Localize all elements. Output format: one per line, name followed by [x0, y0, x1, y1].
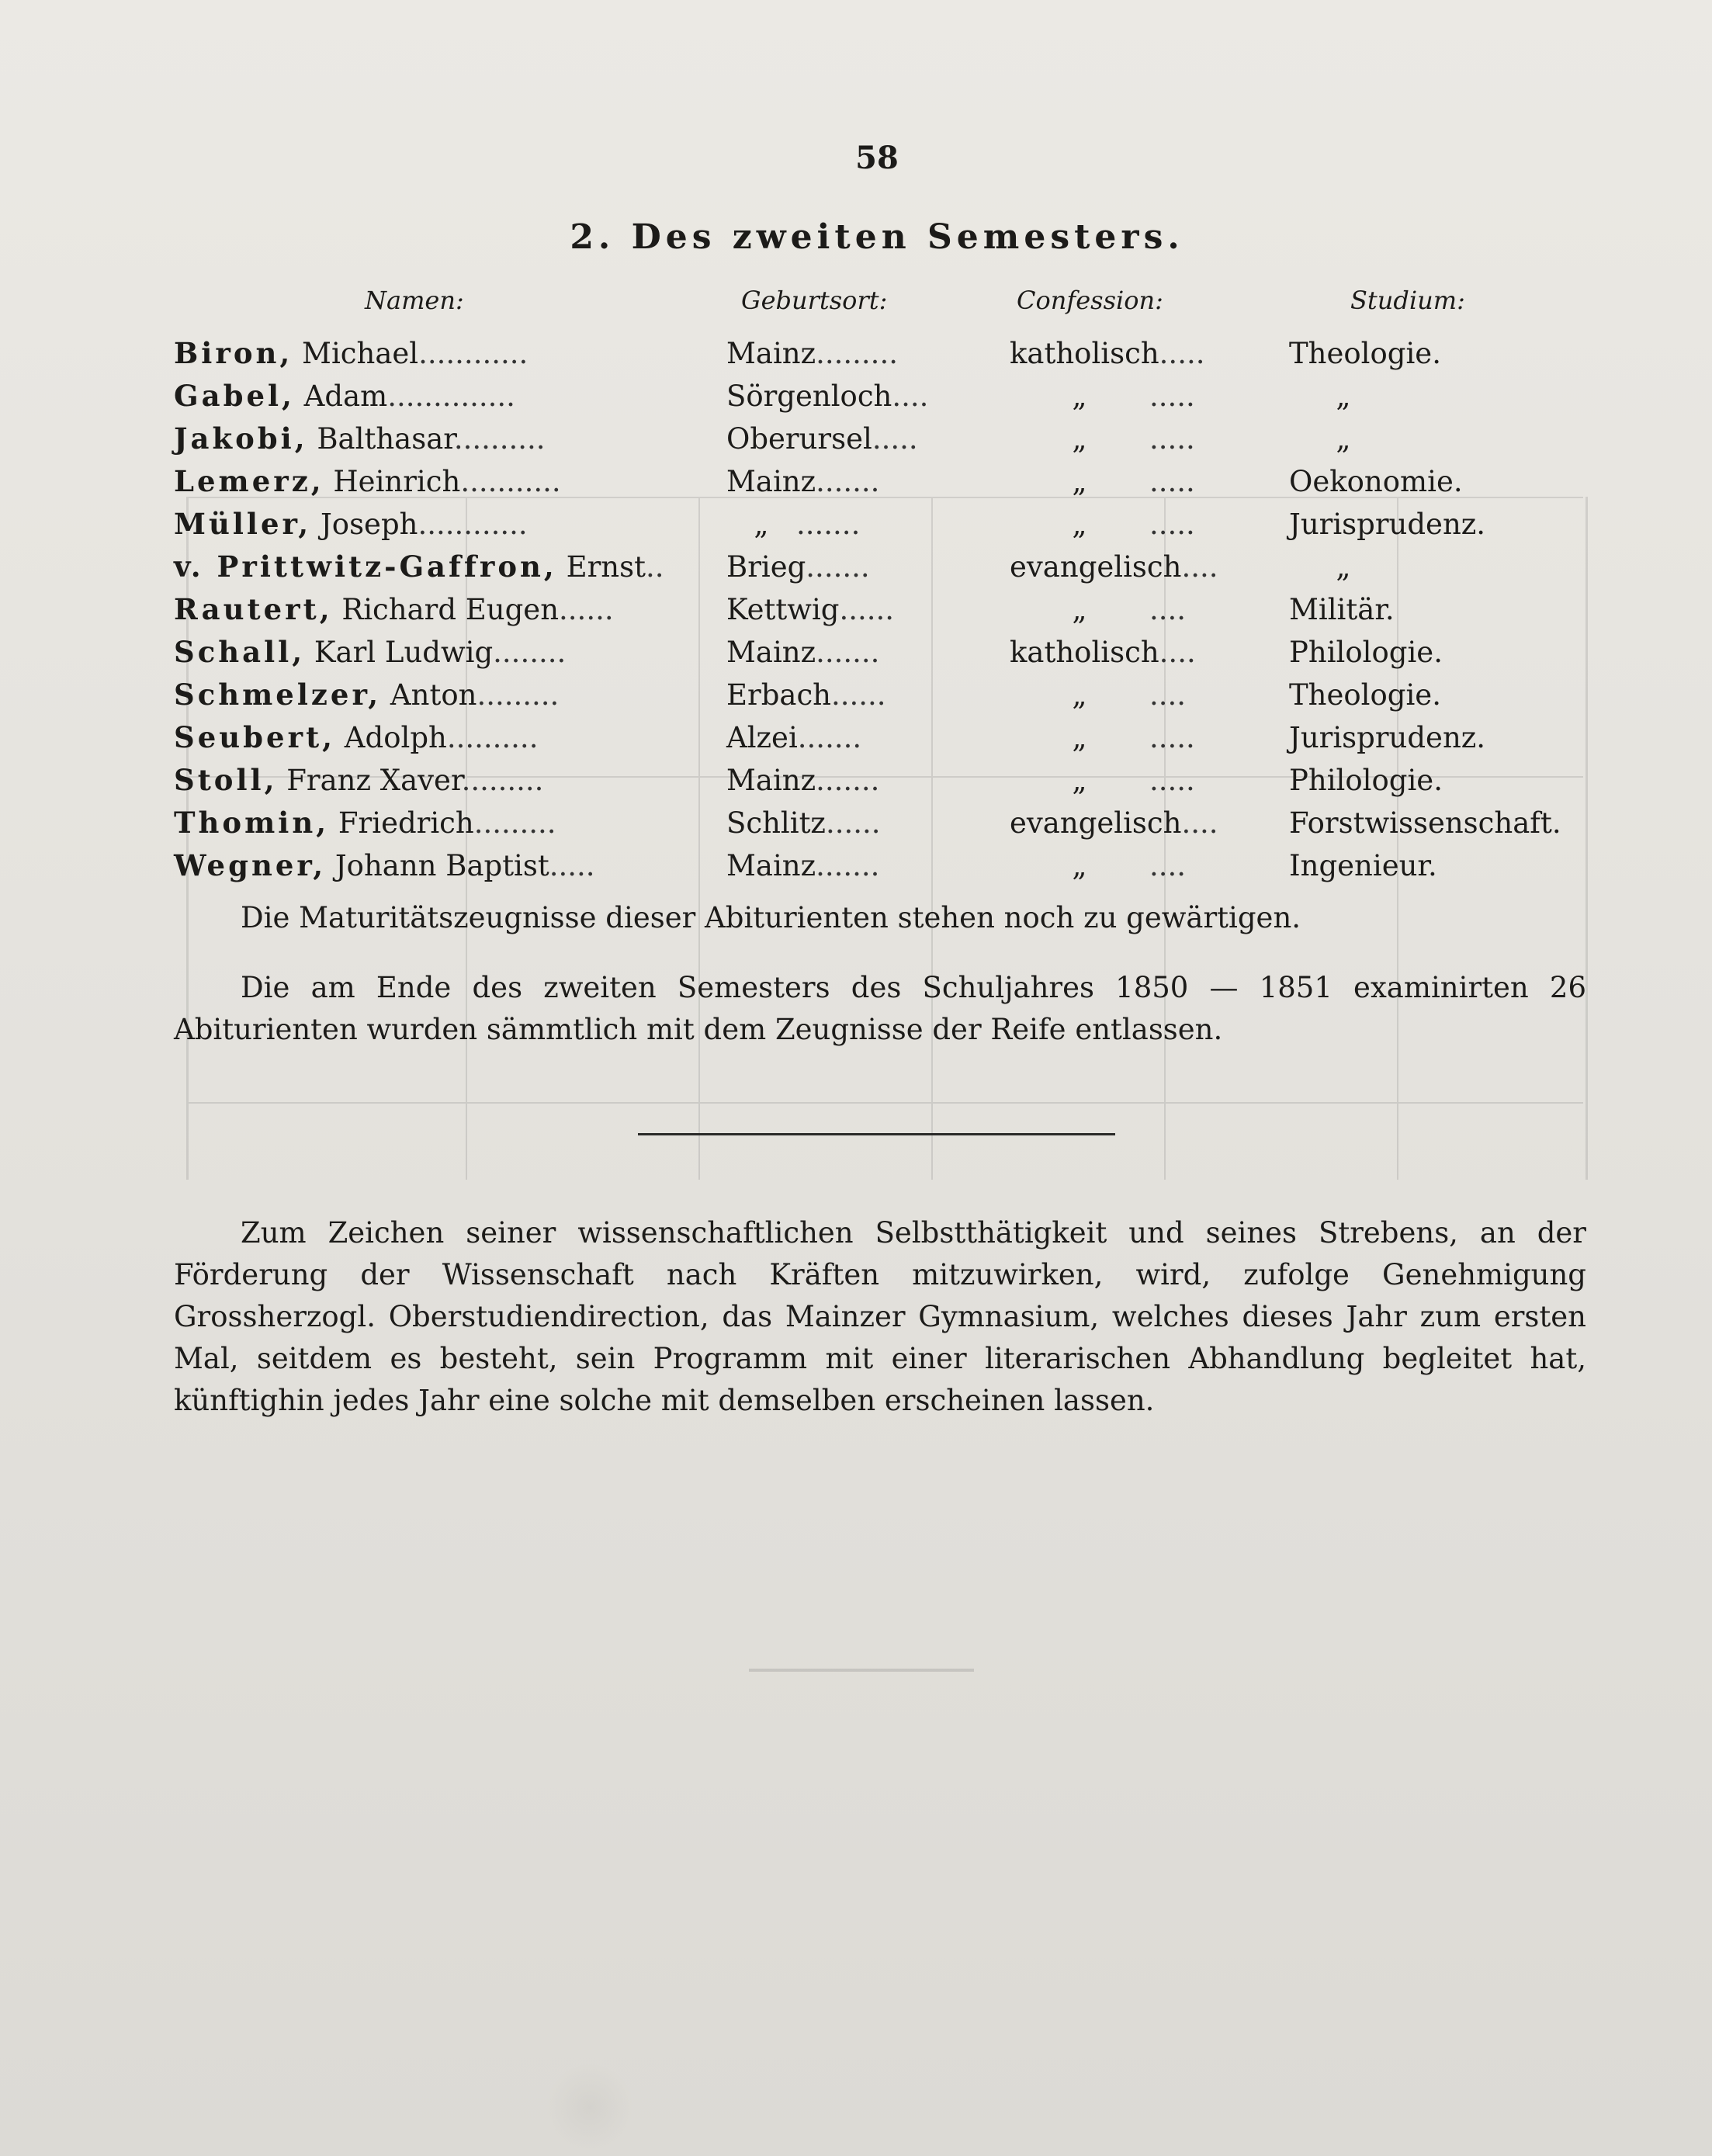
student-name — [174, 332, 528, 375]
leader-dots: .......... — [453, 422, 546, 456]
leader-dots: ......... — [477, 678, 560, 712]
student-birthplace: Alzei — [726, 721, 798, 754]
leader-dots: ....... — [816, 465, 880, 498]
ghost-ornament — [749, 1669, 974, 1672]
table-row — [174, 631, 1571, 674]
student-study: Oekonomie. — [1289, 465, 1463, 498]
leader-dots: .. — [645, 550, 664, 584]
student-given-name: Karl Ludwig — [305, 636, 494, 669]
student-confession-cell — [1010, 588, 1186, 631]
student-confession-cell — [1010, 759, 1195, 802]
student-birthplace: Mainz — [726, 337, 816, 370]
student-confession: „ — [1072, 465, 1087, 498]
student-name — [174, 631, 566, 674]
section-divider — [638, 1133, 1115, 1135]
student-birthplace-cell — [726, 546, 870, 588]
student-birthplace-cell — [726, 460, 879, 503]
student-birthplace-cell — [726, 375, 928, 418]
leader-dots: ...... — [839, 593, 895, 626]
leader-dots: ..... — [1149, 764, 1195, 797]
student-birthplace-cell — [726, 503, 860, 546]
leader-dots: ....... — [796, 508, 861, 541]
table-row — [174, 332, 1571, 375]
student-given-name: Anton — [381, 678, 477, 712]
student-study: Philologie. — [1289, 636, 1443, 669]
student-name — [174, 844, 595, 887]
leader-dots: ..... — [1149, 508, 1195, 541]
student-name — [174, 759, 543, 802]
student-study: Jurisprudenz. — [1289, 721, 1486, 754]
student-birthplace: Erbach — [726, 678, 831, 712]
page-number: 58 — [855, 140, 899, 176]
student-confession-cell — [1010, 546, 1218, 588]
student-surname: Schall, — [174, 635, 306, 669]
student-birthplace: Brieg — [726, 550, 806, 584]
leader-dots: ......... — [473, 806, 556, 840]
student-birthplace: Mainz — [726, 849, 816, 882]
leader-dots: ....... — [816, 764, 880, 797]
student-birthplace-cell — [726, 332, 898, 375]
student-birthplace-cell — [726, 674, 886, 716]
student-study: Theologie. — [1289, 337, 1441, 370]
closing-paragraph: Zum Zeichen seiner wissenschaftlichen Selbstthätigkeit und seines Strebens, an der Förderung der Wissenschaft nach Kräften mitzuwirken, wird, zufolge Genehmigung Grossherzogl. Oberstudiendirection, das Mainzer Gymnasium, welches dieses Jahr zum ersten Mal, seitdem es besteht, sein Programm mit einer literarischen Abhandlung begleitet hat, künftighin jedes Jahr eine solche mit demselben erscheinen lassen. — [174, 1216, 1586, 1417]
table-row — [174, 418, 1571, 460]
student-confession: „ — [1072, 380, 1087, 413]
student-surname: Müller, — [174, 507, 312, 541]
leader-dots: ...... — [831, 678, 886, 712]
student-study: Ingenieur. — [1289, 849, 1437, 882]
student-confession: „ — [1072, 678, 1087, 712]
column-header-name: Namen: — [365, 286, 464, 315]
student-given-name: Adolph — [335, 721, 447, 754]
student-surname: Rautert, — [174, 592, 333, 626]
student-given-name: Balthasar — [307, 422, 454, 456]
student-given-name: Friedrich — [329, 806, 474, 840]
student-birthplace: Sörgenloch — [726, 380, 892, 413]
section-title: 2. Des zweiten Semesters. — [570, 217, 1184, 257]
table-row — [174, 716, 1571, 759]
student-study: „ — [1336, 550, 1351, 584]
student-name — [174, 460, 561, 503]
student-confession-cell — [1010, 460, 1195, 503]
student-birthplace: Mainz — [726, 636, 816, 669]
leader-dots: ..... — [1149, 380, 1195, 413]
student-birthplace: Kettwig — [726, 593, 840, 626]
student-roster — [174, 332, 1571, 887]
leader-dots: ..... — [549, 849, 595, 882]
leader-dots: ...... — [559, 593, 614, 626]
student-name — [174, 418, 546, 460]
student-birthplace-cell — [726, 631, 879, 674]
student-confession-cell — [1010, 375, 1195, 418]
leader-dots: .......... — [446, 721, 539, 754]
student-given-name: Johann Baptist — [326, 849, 549, 882]
student-confession: „ — [1072, 593, 1087, 626]
leader-dots: ......... — [461, 764, 544, 797]
student-confession-cell — [1010, 418, 1195, 460]
table-row — [174, 844, 1571, 887]
student-confession-cell — [1010, 844, 1186, 887]
student-given-name: Adam — [294, 380, 388, 413]
student-name — [174, 588, 614, 631]
leader-dots: .... — [1181, 550, 1218, 584]
student-surname: v. Prittwitz-Gaffron, — [174, 549, 557, 584]
student-birthplace: „ — [754, 508, 769, 541]
student-confession: „ — [1072, 422, 1087, 456]
note-pending-certificates: Die Maturitätszeugnisse dieser Abiturienten stehen noch zu gewärtigen. — [241, 901, 1301, 934]
leader-dots: ....... — [816, 849, 880, 882]
student-surname: Jakobi, — [174, 421, 308, 456]
student-confession-cell — [1010, 802, 1218, 844]
student-study: „ — [1336, 422, 1351, 456]
table-row — [174, 375, 1571, 418]
student-birthplace-cell — [726, 759, 879, 802]
leader-dots: ..... — [1149, 721, 1195, 754]
table-row — [174, 674, 1571, 716]
student-confession: „ — [1072, 849, 1087, 882]
student-birthplace: Oberursel — [726, 422, 872, 456]
student-name — [174, 503, 528, 546]
student-name — [174, 802, 556, 844]
student-confession: „ — [1072, 721, 1087, 754]
student-given-name: Franz Xaver — [277, 764, 462, 797]
note-exam-results: Die am Ende des zweiten Semesters des Schuljahres 1850 — 1851 examinirten 26 Abiturienten wurden sämmtlich mit dem Zeugnisse der Reife entlassen. — [174, 971, 1586, 1046]
student-surname: Seubert, — [174, 720, 336, 754]
student-birthplace-cell — [726, 588, 894, 631]
leader-dots: .... — [1149, 593, 1187, 626]
leader-dots: ............ — [418, 508, 528, 541]
leader-dots: ..... — [1159, 337, 1205, 370]
student-confession: „ — [1072, 764, 1087, 797]
leader-dots: ......... — [816, 337, 898, 370]
student-confession-cell — [1010, 332, 1204, 375]
leader-dots: ............ — [418, 337, 529, 370]
table-row — [174, 802, 1571, 844]
leader-dots: ...... — [825, 806, 881, 840]
column-header-birthplace: Geburtsort: — [741, 286, 888, 315]
student-confession: katholisch — [1010, 636, 1159, 669]
student-surname: Stoll, — [174, 763, 278, 797]
student-name — [174, 716, 538, 759]
ink-stain — [543, 2064, 636, 2150]
student-given-name: Ernst — [556, 550, 646, 584]
student-birthplace: Schlitz — [726, 806, 826, 840]
leader-dots: ..... — [872, 422, 918, 456]
leader-dots: .... — [1181, 806, 1218, 840]
student-given-name: Michael — [293, 337, 419, 370]
student-confession-cell — [1010, 631, 1196, 674]
student-birthplace: Mainz — [726, 764, 816, 797]
student-surname: Gabel, — [174, 379, 295, 413]
leader-dots: ........... — [460, 465, 561, 498]
student-given-name: Joseph — [311, 508, 418, 541]
student-name — [174, 546, 664, 588]
student-study: Militär. — [1289, 593, 1395, 626]
leader-dots: .............. — [387, 380, 515, 413]
column-header-confession: Confession: — [1017, 286, 1163, 315]
leader-dots: .... — [892, 380, 929, 413]
student-surname: Schmelzer, — [174, 678, 382, 712]
leader-dots: ..... — [1149, 422, 1195, 456]
table-row — [174, 759, 1571, 802]
table-row — [174, 503, 1571, 546]
student-birthplace-cell — [726, 802, 881, 844]
column-header-study: Studium: — [1350, 286, 1465, 315]
leader-dots: ........ — [493, 636, 567, 669]
student-confession: evangelisch — [1010, 806, 1182, 840]
ghost-table-rule — [186, 1102, 1583, 1104]
student-birthplace-cell — [726, 844, 879, 887]
student-birthplace-cell — [726, 418, 918, 460]
student-surname: Lemerz, — [174, 464, 324, 498]
table-row — [174, 460, 1571, 503]
leader-dots: .... — [1149, 849, 1187, 882]
leader-dots: .... — [1159, 636, 1196, 669]
leader-dots: .... — [1149, 678, 1187, 712]
student-name — [174, 674, 559, 716]
table-row — [174, 546, 1571, 588]
student-study: Philologie. — [1289, 764, 1443, 797]
student-surname: Wegner, — [174, 848, 327, 882]
leader-dots: ....... — [806, 550, 870, 584]
student-confession-cell — [1010, 503, 1195, 546]
student-confession-cell — [1010, 716, 1195, 759]
student-birthplace: Mainz — [726, 465, 816, 498]
student-birthplace-cell — [726, 716, 861, 759]
student-confession: katholisch — [1010, 337, 1159, 370]
student-study: „ — [1336, 380, 1351, 413]
student-study: Forstwissenschaft. — [1289, 806, 1561, 840]
student-surname: Thomin, — [174, 806, 330, 840]
student-given-name: Heinrich — [324, 465, 461, 498]
leader-dots: ..... — [1149, 465, 1195, 498]
student-given-name: Richard Eugen — [332, 593, 560, 626]
student-name — [174, 375, 515, 418]
leader-dots: ....... — [816, 636, 880, 669]
student-surname: Biron, — [174, 336, 293, 370]
student-study: Theologie. — [1289, 678, 1441, 712]
student-study: Jurisprudenz. — [1289, 508, 1486, 541]
student-confession: „ — [1072, 508, 1087, 541]
student-confession: evangelisch — [1010, 550, 1182, 584]
student-confession-cell — [1010, 674, 1186, 716]
table-row — [174, 588, 1571, 631]
leader-dots: ....... — [797, 721, 862, 754]
